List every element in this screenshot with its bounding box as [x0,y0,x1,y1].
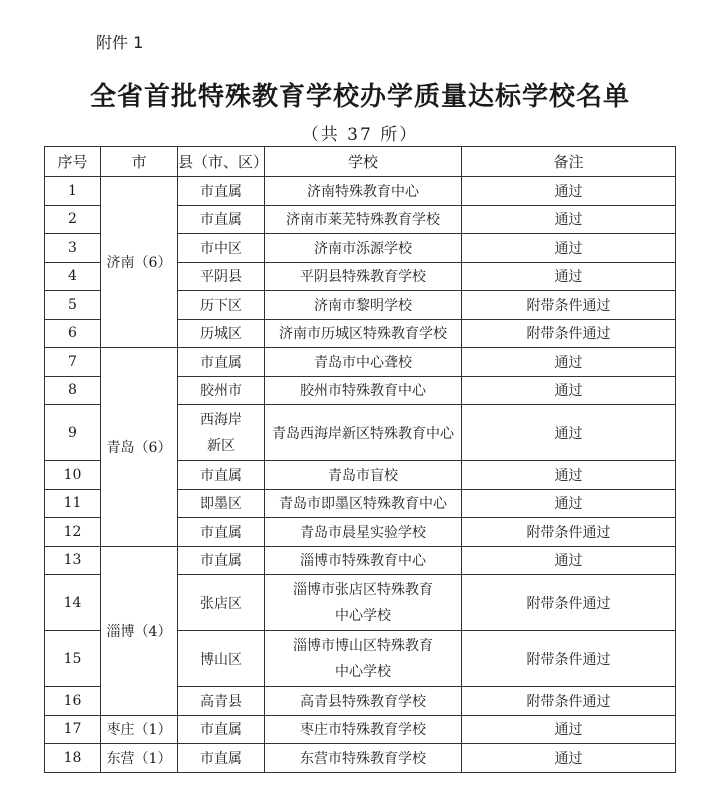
county-cell: 市直属 [178,744,265,773]
remark-cell: 通过 [462,234,676,263]
county-cell: 历下区 [178,291,265,320]
county-cell: 即墨区 [178,489,265,518]
seq-cell: 11 [45,489,101,518]
county-cell: 胶州市 [178,376,265,405]
school-cell: 枣庄市特殊教育学校 [265,715,462,744]
remark-cell: 附带条件通过 [462,518,676,547]
county-cell: 市直属 [178,546,265,575]
table-header-row [45,147,676,177]
remark-cell: 附带条件通过 [462,631,676,687]
county-cell [178,405,265,461]
city-cell: 淄博（4） [101,546,178,715]
county-cell: 张店区 [178,575,265,631]
seq-cell: 4 [45,262,101,291]
school-cell: 济南特殊教育中心 [265,177,462,206]
header-remark: 备注 [462,147,676,177]
school-cell: 高青县特殊教育学校 [265,687,462,716]
school-line: 淄博市博山区特殊教育 [293,637,433,654]
document-title: 全省首批特殊教育学校办学质量达标学校名单 [89,82,630,112]
remark-cell: 通过 [462,744,676,773]
city-cell: 枣庄（1） [101,715,178,744]
county-cell: 市直属 [178,461,265,490]
city-cell: 青岛（6） [101,348,178,547]
seq-cell: 6 [45,319,101,348]
county-cell: 市直属 [178,518,265,547]
remark-cell: 通过 [462,546,676,575]
school-cell: 平阴县特殊教育学校 [265,262,462,291]
city-cell: 济南（6） [101,177,178,348]
remark-cell: 附带条件通过 [462,687,676,716]
school-cell: 济南市黎明学校 [265,291,462,320]
seq-cell: 16 [45,687,101,716]
county-line: 西海岸 [200,411,242,428]
county-cell: 平阴县 [178,262,265,291]
table-row [45,546,676,575]
county-cell: 博山区 [178,631,265,687]
remark-cell: 通过 [462,177,676,206]
header-seq: 序号 [45,147,101,177]
remark-cell: 附带条件通过 [462,575,676,631]
seq-cell: 10 [45,461,101,490]
document-subtitle: （共 37 所） [301,125,419,145]
remark-cell: 通过 [462,376,676,405]
remark-cell: 通过 [462,205,676,234]
school-cell: 东营市特殊教育学校 [265,744,462,773]
school-cell: 青岛市盲校 [265,461,462,490]
seq-cell: 3 [45,234,101,263]
remark-cell: 通过 [462,461,676,490]
seq-cell: 18 [45,744,101,773]
county-cell: 市直属 [178,177,265,206]
seq-cell: 1 [45,177,101,206]
remark-cell: 附带条件通过 [462,319,676,348]
table-row [45,744,676,773]
seq-cell: 5 [45,291,101,320]
school-cell: 淄博市特殊教育中心 [265,546,462,575]
remark-cell: 附带条件通过 [462,291,676,320]
county-cell: 市直属 [178,348,265,377]
seq-cell: 15 [45,631,101,687]
table-row [45,715,676,744]
school-line: 中心学校 [335,663,391,680]
attachment-label: 附件 1 [96,33,144,52]
remark-cell: 通过 [462,405,676,461]
table-row [45,177,676,206]
school-cell: 胶州市特殊教育中心 [265,376,462,405]
city-cell: 东营（1） [101,744,178,773]
table-row [45,348,676,377]
county-cell: 市直属 [178,205,265,234]
header-school: 学校 [265,147,462,177]
remark-cell: 通过 [462,489,676,518]
school-cell [265,631,462,687]
county-cell: 市直属 [178,715,265,744]
seq-cell: 12 [45,518,101,547]
school-cell: 青岛西海岸新区特殊教育中心 [265,405,462,461]
remark-cell: 通过 [462,262,676,291]
school-cell [265,575,462,631]
county-cell: 市中区 [178,234,265,263]
school-cell: 青岛市中心聋校 [265,348,462,377]
school-cell: 青岛市晨星实验学校 [265,518,462,547]
seq-cell: 2 [45,205,101,234]
school-cell: 济南市泺源学校 [265,234,462,263]
school-list-table [44,146,676,773]
seq-cell: 8 [45,376,101,405]
county-cell: 历城区 [178,319,265,348]
header-city: 市 [101,147,178,177]
school-cell: 青岛市即墨区特殊教育中心 [265,489,462,518]
seq-cell: 9 [45,405,101,461]
seq-cell: 17 [45,715,101,744]
seq-cell: 14 [45,575,101,631]
remark-cell: 通过 [462,348,676,377]
remark-cell: 通过 [462,715,676,744]
county-line: 新区 [207,437,235,454]
header-county: 县（市、区） [178,147,265,177]
seq-cell: 13 [45,546,101,575]
school-line: 淄博市张店区特殊教育 [293,581,433,598]
school-cell: 济南市莱芜特殊教育学校 [265,205,462,234]
county-cell: 高青县 [178,687,265,716]
school-cell: 济南市历城区特殊教育学校 [265,319,462,348]
seq-cell: 7 [45,348,101,377]
school-line: 中心学校 [335,607,391,624]
